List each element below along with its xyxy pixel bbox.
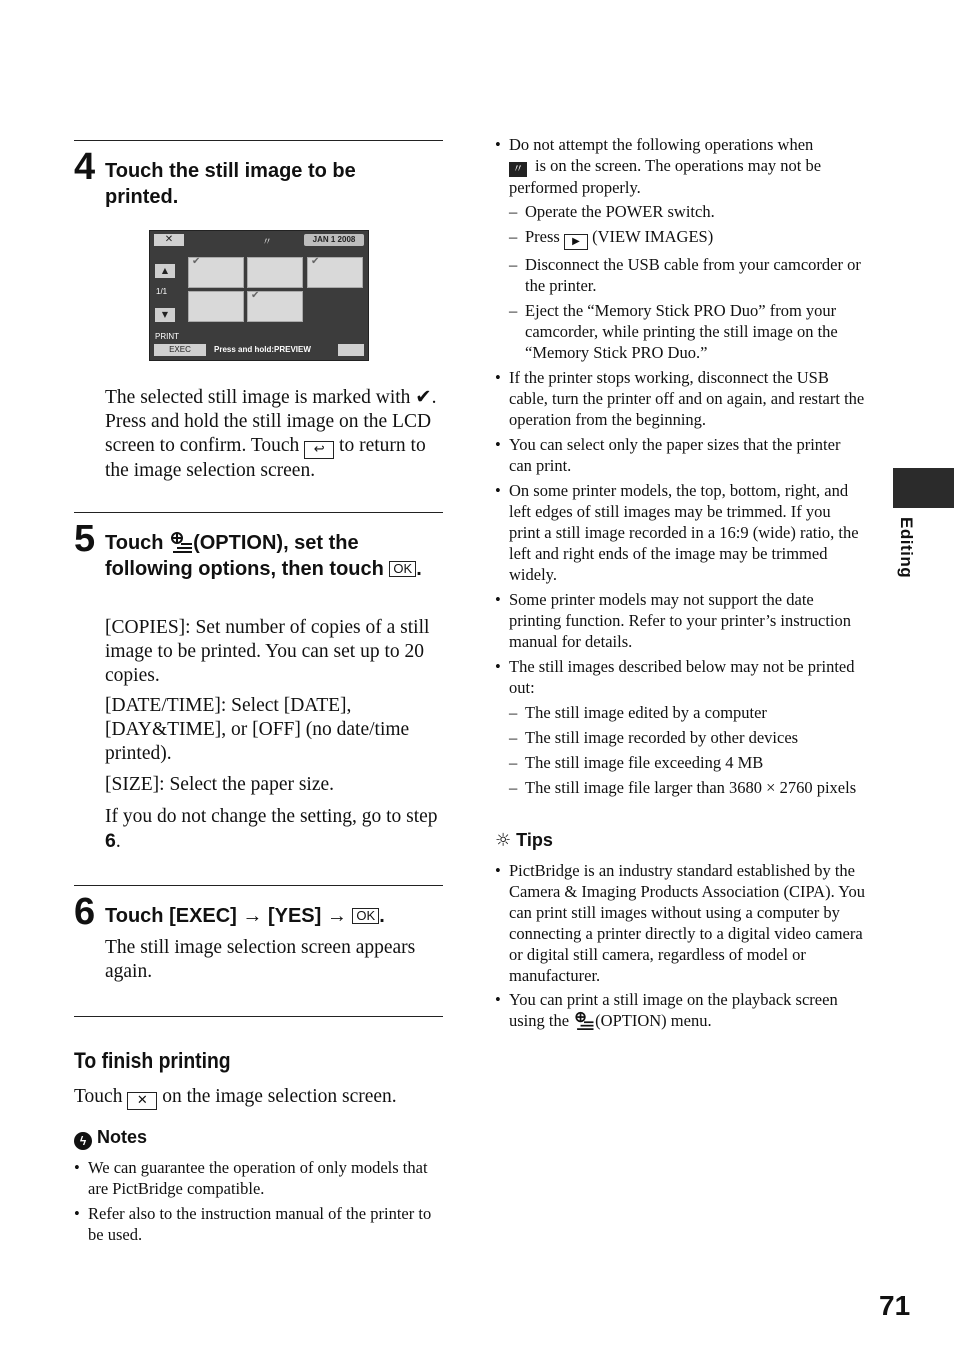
notes-heading: ϟ Notes bbox=[74, 1127, 147, 1150]
list-item: • You can print a still image on the playback screen using the (OPTION) menu. bbox=[495, 989, 865, 1031]
close-icon: ✕ bbox=[127, 1092, 157, 1110]
play-icon: ▶ bbox=[564, 234, 588, 250]
list-item: – The still image recorded by other devices bbox=[495, 727, 865, 748]
section-title: To finish printing bbox=[74, 1048, 231, 1073]
divider bbox=[74, 512, 443, 513]
thumbnail[interactable] bbox=[247, 257, 303, 288]
pictbridge-icon: 〃 bbox=[262, 237, 272, 248]
ok-button-icon: OK bbox=[389, 561, 416, 577]
list-item: • Refer also to the instruction manual of the printer to be used. bbox=[74, 1203, 444, 1245]
exec-button[interactable]: EXEC bbox=[154, 344, 206, 356]
scroll-up-button[interactable]: ▲ bbox=[155, 264, 175, 278]
pictbridge-icon: 〃 bbox=[509, 162, 527, 177]
check-icon: ✔ bbox=[311, 256, 320, 267]
check-icon: ✔ bbox=[192, 256, 201, 267]
list-item: – Operate the POWER switch. bbox=[495, 201, 865, 222]
scroll-down-button[interactable]: ▼ bbox=[155, 308, 175, 322]
size-text: [SIZE]: Select the paper size. bbox=[105, 774, 335, 795]
notes-icon: ϟ bbox=[74, 1132, 92, 1150]
divider bbox=[74, 885, 443, 886]
notes-list bbox=[74, 1157, 444, 1245]
option-icon bbox=[169, 531, 193, 553]
step4-body: The selected still image is marked with ✔. Press and hold the still image on the LCD screen to confirm. Touch ↩ to return to the image selection screen. bbox=[105, 385, 437, 481]
step-number: 5 bbox=[74, 518, 96, 560]
list-item: – Eject the “Memory Stick PRO Duo” from your camcorder, while printing the still image on the “Memory Stick PRO Duo.” bbox=[495, 300, 865, 363]
lightbulb-icon: ☼ bbox=[495, 830, 512, 851]
list-item: – The still image file larger than 3680 × 2760 pixels bbox=[495, 777, 865, 798]
tips-heading: ☼ Tips bbox=[495, 830, 553, 851]
thumbnail[interactable] bbox=[247, 291, 303, 322]
thumbnail[interactable] bbox=[188, 291, 244, 322]
list-item: – The still image edited by a computer bbox=[495, 702, 865, 723]
list-item: • PictBridge is an industry standard established by the Camera & Imaging Products Association (CIPA). You can print still images without using a computer by connecting a printer directly to a digital video camera or digital still camera, regardless of model or manufacturer. bbox=[495, 860, 865, 986]
thumbnail[interactable] bbox=[307, 257, 363, 288]
page-indicator: 1/1 bbox=[156, 287, 168, 296]
section-label: Editing bbox=[897, 517, 916, 579]
list-item: • We can guarantee the operation of only models that are PictBridge compatible. bbox=[74, 1157, 444, 1199]
step-heading: Touch (OPTION), set the following options, then touch OK . bbox=[105, 532, 422, 580]
close-button[interactable]: ✕ bbox=[154, 234, 184, 246]
check-icon: ✔ bbox=[251, 290, 260, 301]
divider bbox=[74, 1016, 443, 1017]
ok-button-icon: OK bbox=[352, 908, 379, 924]
step-heading: Touch [EXEC] → [YES] → OK . bbox=[105, 905, 385, 927]
step-number: 6 bbox=[74, 891, 96, 933]
step-heading: Touch the still image to be printed. bbox=[105, 160, 356, 208]
list-item: – Press ▶ (VIEW IMAGES) bbox=[495, 226, 865, 250]
list-item: • On some printer models, the top, bottom, right, and left edges of still images may be trimmed. If you print a still image recorded in a 16:9 (wide) ratio, the left and right ends of the image may be trimmed widely. bbox=[495, 480, 865, 585]
datetime-text: [DATE/TIME]: Select [DATE], [DAY&TIME], or [OFF] (no date/time printed). bbox=[105, 695, 410, 764]
preview-hint: Press and hold:PREVIEW bbox=[214, 345, 311, 354]
return-icon: ↩ bbox=[304, 441, 334, 459]
divider bbox=[74, 140, 443, 141]
list-item: – The still image file exceeding 4 MB bbox=[495, 752, 865, 773]
date-display: JAN 1 2008 bbox=[304, 234, 364, 246]
option-icon bbox=[573, 1011, 595, 1030]
list-item: • You can select only the paper sizes that the printer can print. bbox=[495, 434, 865, 476]
section-tab bbox=[893, 468, 954, 508]
page-number: 71 bbox=[879, 1290, 911, 1321]
camera-screen bbox=[149, 230, 369, 361]
tips-list bbox=[495, 860, 865, 1031]
change-text: If you do not change the setting, go to step 6. bbox=[105, 806, 438, 852]
step-number: 4 bbox=[74, 146, 96, 188]
thumbnail[interactable] bbox=[188, 257, 244, 288]
checkmark-icon: ✔ bbox=[415, 385, 432, 408]
list-item: • Some printer models may not support the date printing function. Refer to your printer’s instruction manual for details. bbox=[495, 589, 865, 652]
list-item: • Do not attempt the following operations when 〃 is on the screen. The operations may not be performed properly. bbox=[495, 134, 865, 198]
caution-list bbox=[495, 134, 865, 798]
option-button[interactable] bbox=[338, 344, 364, 356]
list-item: – Disconnect the USB cable from your camcorder or the printer. bbox=[495, 254, 865, 296]
list-item: • The still images described below may not be printed out: bbox=[495, 656, 865, 698]
step6-body: The still image selection screen appears again. bbox=[105, 937, 416, 982]
print-label: PRINT bbox=[155, 332, 179, 341]
finish-text: Touch ✕ on the image selection screen. bbox=[74, 1086, 397, 1108]
copies-text: [COPIES]: Set number of copies of a still image to be printed. You can set up to 20 copies. bbox=[105, 617, 430, 686]
list-item: • If the printer stops working, disconnect the USB cable, turn the printer off and on again, and restart the operation from the beginning. bbox=[495, 367, 865, 430]
